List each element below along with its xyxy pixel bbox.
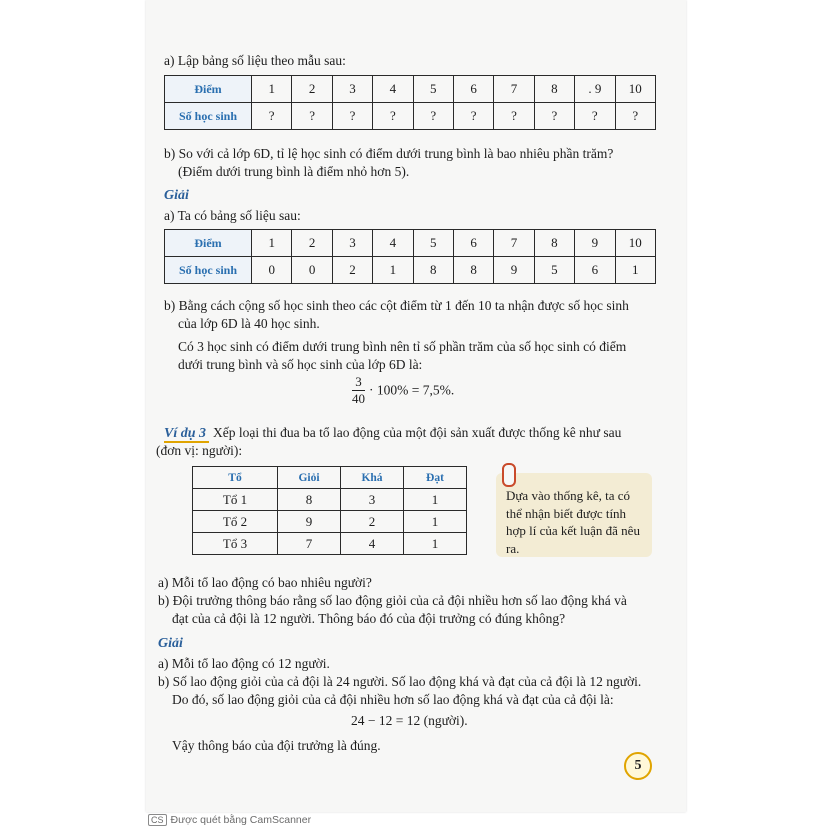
scanner-footer	[148, 814, 311, 826]
answer-a: a) Mỗi tổ lao động có 12 người.	[158, 656, 330, 671]
part-b-question-line2: (Điểm dưới trung bình là điểm nhỏ hơn 5).	[178, 164, 410, 179]
score-template-table	[164, 75, 656, 130]
fraction	[352, 374, 365, 407]
table-cell: 5	[534, 257, 574, 284]
table-cell: 0	[252, 257, 292, 284]
table-cell: 5	[413, 230, 453, 257]
table-cell: 9	[494, 257, 534, 284]
table-cell: ?	[332, 103, 372, 130]
table-cell: 7	[494, 230, 534, 257]
table-header-cell: Giỏi	[278, 467, 341, 489]
table-cell: 3	[332, 230, 372, 257]
table-cell: 1	[404, 511, 467, 533]
table-header-cell: Khá	[341, 467, 404, 489]
answer-b-line2: Do đó, số lao động giỏi của cả đội nhiều hơn số lao động khá và đạt của cả đội là:	[172, 692, 614, 707]
table-row	[193, 489, 467, 511]
table-cell: 3	[332, 76, 372, 103]
table-row	[193, 533, 467, 555]
table-cell: 1	[615, 257, 655, 284]
table-cell: 5	[413, 76, 453, 103]
table-cell: 8	[278, 489, 341, 511]
solution-a-text: a) Ta có bảng số liệu sau:	[164, 208, 301, 223]
table-cell: Tổ 2	[193, 511, 278, 533]
table-cell: 4	[373, 230, 413, 257]
table-cell: 4	[373, 76, 413, 103]
solution-heading: Giải	[158, 636, 183, 651]
fraction-numerator: 3	[352, 374, 365, 391]
fraction-expression	[352, 374, 454, 407]
table-cell: 1	[252, 76, 292, 103]
note-text: Dựa vào thống kê, ta có thể nhận biết được tính hợp lí của kết luận đã nêu ra.	[506, 488, 640, 556]
solution-b-line3: Có 3 học sinh có điểm dưới trung bình nên tỉ số phần trăm của số học sinh có điểm	[178, 339, 627, 354]
example-text-line1: Xếp loại thi đua ba tổ lao động của một đội sản xuất được thống kê như sau	[213, 425, 622, 440]
question-a: a) Mỗi tổ lao động có bao nhiêu người?	[158, 575, 372, 590]
paperclip-icon	[502, 463, 516, 487]
example-3-intro	[164, 424, 674, 442]
table-cell: 10	[615, 76, 655, 103]
table-cell: 8	[534, 76, 574, 103]
table-cell: 1	[373, 257, 413, 284]
table-row	[165, 230, 656, 257]
table-header-cell: Tổ	[193, 467, 278, 489]
table-cell: 1	[404, 533, 467, 555]
question-b-line1: b) Đội trưởng thông báo rằng số lao động giỏi của cả đội nhiều hơn số lao động khá và	[158, 593, 627, 608]
table-cell: 9	[278, 511, 341, 533]
table-cell: ?	[413, 103, 453, 130]
table-cell: ?	[615, 103, 655, 130]
table-cell: Tổ 3	[193, 533, 278, 555]
table-cell: 6	[575, 257, 615, 284]
table-cell: 9	[575, 230, 615, 257]
example-text-line2: (đơn vị: người):	[156, 443, 243, 458]
part-b-question-line1: b) So với cả lớp 6D, tỉ lệ học sinh có điểm dưới trung bình là bao nhiêu phần trăm?	[164, 146, 614, 161]
note-box	[496, 473, 652, 557]
table-header-cell: Đạt	[404, 467, 467, 489]
table-cell: 2	[332, 257, 372, 284]
page-number: 5	[624, 752, 652, 780]
table-cell: 4	[341, 533, 404, 555]
answer-b-line1: b) Số lao động giỏi của cả đội là 24 người. Số lao động khá và đạt của cả đội là 12 người.	[158, 674, 642, 689]
table-cell: 7	[278, 533, 341, 555]
table-header-cell: Điểm	[165, 230, 252, 257]
table-cell: Tổ 1	[193, 489, 278, 511]
table-row	[165, 103, 656, 130]
table-cell: 1	[252, 230, 292, 257]
table-header-row	[193, 467, 467, 489]
fraction-denominator: 40	[352, 391, 365, 406]
table-cell: ?	[534, 103, 574, 130]
table-cell: 6	[453, 76, 493, 103]
table-cell: ?	[373, 103, 413, 130]
table-cell: 8	[534, 230, 574, 257]
table-cell: 10	[615, 230, 655, 257]
table-cell: 8	[413, 257, 453, 284]
table-cell: 0	[292, 257, 332, 284]
example-label: Ví dụ 3	[164, 426, 209, 443]
question-b-line2: đạt của cả đội là 12 người. Thông báo đó của đội trưởng có đúng không?	[172, 611, 566, 626]
table-cell: ?	[292, 103, 332, 130]
answer-b-equation: 24 − 12 = 12 (người).	[351, 713, 468, 728]
table-header-cell: Số học sinh	[165, 103, 252, 130]
table-row	[165, 257, 656, 284]
table-header-cell: Số học sinh	[165, 257, 252, 284]
table-row	[165, 76, 656, 103]
table-cell: ?	[252, 103, 292, 130]
table-cell: 2	[292, 230, 332, 257]
camscanner-icon: CS	[148, 814, 167, 826]
table-cell: 2	[341, 511, 404, 533]
table-cell: ?	[453, 103, 493, 130]
answer-b-conclusion: Vậy thông báo của đội trưởng là đúng.	[172, 738, 381, 753]
table-cell: ?	[575, 103, 615, 130]
solution-b-line4: dưới trung bình và số học sinh của lớp 6D là:	[178, 357, 423, 372]
table-cell: 6	[453, 230, 493, 257]
solution-heading: Giải	[164, 188, 189, 203]
part-a-title: a) Lập bảng số liệu theo mẫu sau:	[164, 53, 346, 68]
table-header-cell: Điểm	[165, 76, 252, 103]
table-row	[193, 511, 467, 533]
table-cell: 1	[404, 489, 467, 511]
table-cell: ?	[494, 103, 534, 130]
table-cell: 8	[453, 257, 493, 284]
table-cell: 3	[341, 489, 404, 511]
scanner-footer-text: Được quét bằng CamScanner	[170, 814, 312, 826]
table-cell: 2	[292, 76, 332, 103]
solution-b-line2: của lớp 6D là 40 học sinh.	[178, 316, 320, 331]
fraction-result: · 100% = 7,5%.	[369, 382, 455, 398]
score-data-table	[164, 229, 656, 284]
table-cell: 7	[494, 76, 534, 103]
solution-b-line1: b) Bằng cách cộng số học sinh theo các cột điểm từ 1 đến 10 ta nhận được số học sinh	[164, 298, 629, 313]
table-cell: . 9	[575, 76, 615, 103]
team-ranking-table	[192, 466, 467, 555]
textbook-page	[146, 0, 686, 812]
